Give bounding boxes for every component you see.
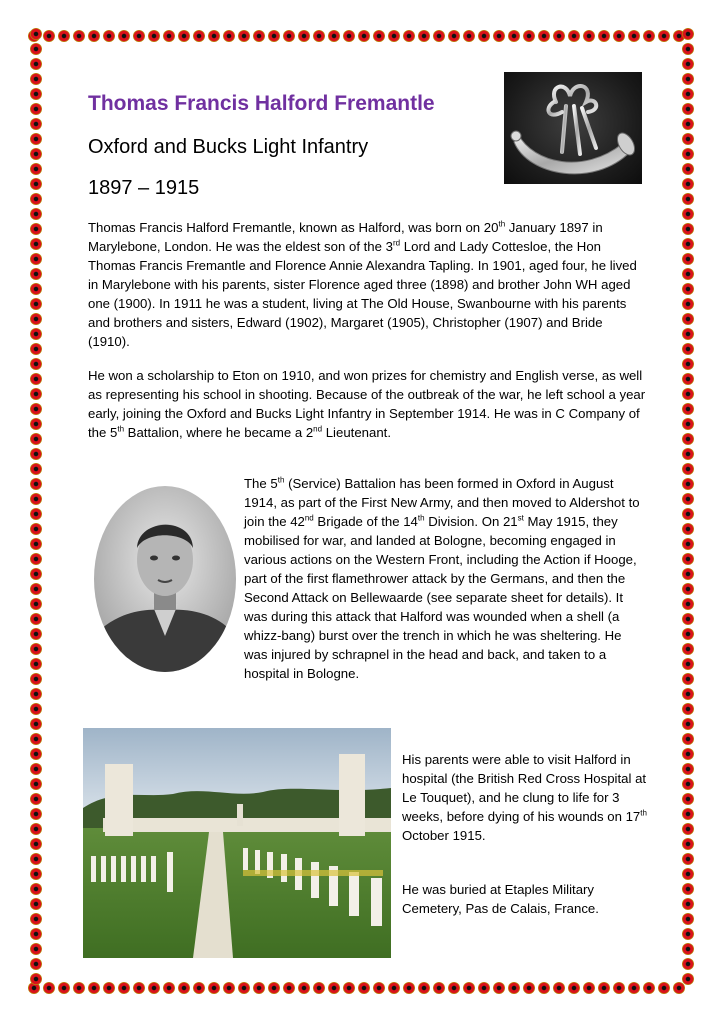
poppy-icon <box>30 283 42 295</box>
poppy-icon <box>682 898 694 910</box>
poppy-icon <box>193 30 205 42</box>
poppy-icon <box>682 748 694 760</box>
poppy-icon <box>30 703 42 715</box>
poppy-icon <box>682 508 694 520</box>
poppy-icon <box>30 823 42 835</box>
poppy-icon <box>682 148 694 160</box>
poppy-icon <box>682 628 694 640</box>
poppy-icon <box>682 943 694 955</box>
poppy-icon <box>433 30 445 42</box>
poppy-icon <box>682 928 694 940</box>
poppy-icon <box>682 403 694 415</box>
poppy-icon <box>682 253 694 265</box>
poppy-icon <box>30 868 42 880</box>
paragraph-battalion: The 5th (Service) Battalion has been formed in Oxford in August 1914, as part of the First New Army, and then moved to Aldershot to join the 42nd Brigade of the 14th Division. On 21st May 1915, they mobilised for war, and landed at Bologne, becoming engaged in various actions on the Western Front, including the Action if Hooge, part of the first flamethrower attack by the Germans, and then the Second Attack on Bellewaarde (see separate sheet for details). It was during this attack that Halford was wounded when a shell (a whizz-bang) burst over the trench in which he was sheltering. He was injured by schrapnel in the head and back, and taken to a hospital in Bologne. <box>244 475 640 681</box>
poppy-icon <box>30 328 42 340</box>
poppy-icon <box>682 763 694 775</box>
poppy-icon <box>403 982 415 994</box>
poppy-icon <box>598 982 610 994</box>
poppy-icon <box>30 613 42 625</box>
poppy-icon <box>238 30 250 42</box>
regiment-subtitle: Oxford and Bucks Light Infantry <box>88 136 369 158</box>
poppy-icon <box>682 973 694 985</box>
poppy-icon <box>30 568 42 580</box>
poppy-icon <box>613 30 625 42</box>
poppy-icon <box>30 133 42 145</box>
poppy-icon <box>682 433 694 445</box>
poppy-icon <box>598 30 610 42</box>
cemetery-photo <box>83 728 391 958</box>
poppy-icon <box>58 30 70 42</box>
poppy-icon <box>133 982 145 994</box>
poppy-icon <box>103 30 115 42</box>
poppy-icon <box>682 118 694 130</box>
poppy-border-top <box>26 26 698 46</box>
poppy-icon <box>148 982 160 994</box>
poppy-icon <box>118 982 130 994</box>
poppy-icon <box>682 28 694 40</box>
poppy-icon <box>73 30 85 42</box>
poppy-icon <box>30 913 42 925</box>
poppy-icon <box>373 30 385 42</box>
poppy-icon <box>193 982 205 994</box>
poppy-icon <box>30 253 42 265</box>
poppy-icon <box>538 982 550 994</box>
poppy-icon <box>253 30 265 42</box>
life-years: 1897 – 1915 <box>88 177 200 199</box>
poppy-icon <box>30 298 42 310</box>
poppy-icon <box>523 30 535 42</box>
page-title: Thomas Francis Halford Fremantle <box>88 92 435 115</box>
poppy-icon <box>682 568 694 580</box>
poppy-icon <box>30 643 42 655</box>
poppy-icon <box>418 982 430 994</box>
poppy-icon <box>30 448 42 460</box>
poppy-icon <box>30 673 42 685</box>
poppy-icon <box>328 982 340 994</box>
poppy-icon <box>403 30 415 42</box>
poppy-icon <box>433 982 445 994</box>
poppy-icon <box>682 238 694 250</box>
poppy-icon <box>30 43 42 55</box>
poppy-icon <box>328 30 340 42</box>
poppy-icon <box>643 30 655 42</box>
poppy-icon <box>682 388 694 400</box>
poppy-icon <box>30 373 42 385</box>
poppy-icon <box>682 493 694 505</box>
poppy-icon <box>313 30 325 42</box>
poppy-icon <box>298 30 310 42</box>
poppy-icon <box>30 403 42 415</box>
poppy-icon <box>682 718 694 730</box>
poppy-icon <box>30 148 42 160</box>
paragraph-education: He won a scholarship to Eton on 1910, and won prizes for chemistry and English verse, as well as representing his school in shooting. Because of the outbreak of the war, he left school a year early, joining the Oxford and Bucks Light Infantry in September 1914. He was in C Company of the 5th Battalion, where he became a 2nd Lieutenant. <box>88 368 646 440</box>
poppy-icon <box>682 133 694 145</box>
poppy-icon <box>30 628 42 640</box>
poppy-icon <box>682 373 694 385</box>
poppy-icon <box>682 703 694 715</box>
poppy-icon <box>553 30 565 42</box>
poppy-icon <box>493 30 505 42</box>
poppy-icon <box>30 688 42 700</box>
poppy-icon <box>448 982 460 994</box>
poppy-icon <box>30 493 42 505</box>
poppy-icon <box>30 223 42 235</box>
poppy-icon <box>268 982 280 994</box>
poppy-icon <box>30 763 42 775</box>
poppy-icon <box>682 418 694 430</box>
poppy-icon <box>30 28 42 40</box>
poppy-icon <box>30 103 42 115</box>
poppy-icon <box>268 30 280 42</box>
poppy-icon <box>30 778 42 790</box>
poppy-icon <box>30 973 42 985</box>
poppy-icon <box>30 208 42 220</box>
poppy-icon <box>343 30 355 42</box>
poppy-icon <box>463 982 475 994</box>
poppy-icon <box>103 982 115 994</box>
poppy-icon <box>30 88 42 100</box>
poppy-icon <box>682 103 694 115</box>
poppy-icon <box>253 982 265 994</box>
poppy-icon <box>30 193 42 205</box>
poppy-icon <box>682 613 694 625</box>
poppy-icon <box>682 313 694 325</box>
poppy-icon <box>643 982 655 994</box>
poppy-icon <box>463 30 475 42</box>
poppy-icon <box>343 982 355 994</box>
poppy-icon <box>30 538 42 550</box>
poppy-icon <box>30 658 42 670</box>
poppy-icon <box>30 943 42 955</box>
poppy-icon <box>493 982 505 994</box>
poppy-icon <box>358 982 370 994</box>
poppy-icon <box>682 463 694 475</box>
poppy-icon <box>283 30 295 42</box>
poppy-icon <box>30 238 42 250</box>
poppy-icon <box>682 688 694 700</box>
poppy-icon <box>682 643 694 655</box>
poppy-icon <box>682 223 694 235</box>
poppy-icon <box>682 598 694 610</box>
poppy-icon <box>583 30 595 42</box>
memorial-page <box>50 50 674 974</box>
poppy-icon <box>682 538 694 550</box>
poppy-icon <box>223 30 235 42</box>
paragraph-hospital: His parents were able to visit Halford in hospital (the British Red Cross Hospital at Le Touquet), and he clung to life for 3 weeks, before dying of his wounds on 17th October 1915. <box>402 752 647 843</box>
poppy-icon <box>223 982 235 994</box>
poppy-icon <box>682 448 694 460</box>
poppy-icon <box>682 883 694 895</box>
poppy-icon <box>682 88 694 100</box>
poppy-icon <box>682 808 694 820</box>
poppy-icon <box>58 982 70 994</box>
poppy-icon <box>88 30 100 42</box>
paragraph-birth: Thomas Francis Halford Fremantle, known as Halford, was born on 20th January 1897 in Marylebone, London. He was the eldest son of the 3rd Lord and Lady Cottesloe, the Hon Thomas Francis Fremantle and Florence Annie Alexandra Tapling. In 1901, aged four, he lived in Marylebone with his parents, sister Florence aged three (1898) and brother John WH aged one (1900). In 1911 he was a student, living at The Old House, Swanbourne with his parents and brothers and sisters, Edward (1902), Margaret (1905), Christopher (1907) and Bride (1910). <box>88 219 637 349</box>
poppy-icon <box>208 30 220 42</box>
poppy-icon <box>30 73 42 85</box>
poppy-icon <box>30 598 42 610</box>
poppy-icon <box>682 793 694 805</box>
poppy-icon <box>30 478 42 490</box>
regimental-badge-image <box>504 72 642 184</box>
poppy-icon <box>682 673 694 685</box>
poppy-icon <box>30 418 42 430</box>
poppy-icon <box>30 388 42 400</box>
poppy-icon <box>568 30 580 42</box>
poppy-icon <box>682 478 694 490</box>
poppy-icon <box>682 58 694 70</box>
poppy-icon <box>682 553 694 565</box>
poppy-icon <box>133 30 145 42</box>
poppy-icon <box>30 313 42 325</box>
poppy-icon <box>373 982 385 994</box>
poppy-icon <box>682 268 694 280</box>
poppy-icon <box>418 30 430 42</box>
poppy-icon <box>553 982 565 994</box>
poppy-icon <box>30 898 42 910</box>
poppy-icon <box>388 30 400 42</box>
poppy-icon <box>478 982 490 994</box>
poppy-icon <box>682 838 694 850</box>
poppy-icon <box>358 30 370 42</box>
poppy-icon <box>30 343 42 355</box>
poppy-icon <box>682 178 694 190</box>
poppy-icon <box>30 268 42 280</box>
poppy-icon <box>178 982 190 994</box>
poppy-icon <box>682 193 694 205</box>
poppy-icon <box>178 30 190 42</box>
poppy-icon <box>88 982 100 994</box>
poppy-icon <box>682 658 694 670</box>
poppy-icon <box>682 958 694 970</box>
poppy-icon <box>628 982 640 994</box>
poppy-icon <box>283 982 295 994</box>
poppy-icon <box>30 853 42 865</box>
bugle-horn-icon <box>504 72 642 184</box>
poppy-icon <box>30 553 42 565</box>
poppy-icon <box>682 823 694 835</box>
poppy-icon <box>238 982 250 994</box>
poppy-icon <box>658 30 670 42</box>
poppy-icon <box>30 523 42 535</box>
poppy-border-left <box>26 26 46 998</box>
poppy-icon <box>583 982 595 994</box>
poppy-icon <box>30 178 42 190</box>
poppy-icon <box>30 748 42 760</box>
poppy-icon <box>682 43 694 55</box>
poppy-icon <box>30 58 42 70</box>
poppy-icon <box>682 298 694 310</box>
poppy-border-right <box>678 26 698 998</box>
poppy-icon <box>30 118 42 130</box>
poppy-icon <box>628 30 640 42</box>
poppy-icon <box>508 982 520 994</box>
poppy-icon <box>682 583 694 595</box>
paragraph-burial: He was buried at Etaples Military Cemetery, Pas de Calais, France. <box>402 882 599 916</box>
poppy-icon <box>682 868 694 880</box>
poppy-icon <box>118 30 130 42</box>
poppy-icon <box>523 982 535 994</box>
poppy-icon <box>682 328 694 340</box>
poppy-icon <box>682 778 694 790</box>
poppy-icon <box>682 343 694 355</box>
poppy-icon <box>508 30 520 42</box>
poppy-icon <box>682 163 694 175</box>
poppy-icon <box>30 808 42 820</box>
poppy-icon <box>682 73 694 85</box>
poppy-icon <box>682 913 694 925</box>
poppy-icon <box>30 358 42 370</box>
poppy-icon <box>30 463 42 475</box>
poppy-icon <box>388 982 400 994</box>
poppy-icon <box>568 982 580 994</box>
poppy-icon <box>298 982 310 994</box>
poppy-icon <box>208 982 220 994</box>
poppy-icon <box>682 853 694 865</box>
poppy-icon <box>163 982 175 994</box>
poppy-icon <box>682 283 694 295</box>
poppy-icon <box>30 508 42 520</box>
poppy-icon <box>682 358 694 370</box>
poppy-icon <box>30 928 42 940</box>
poppy-icon <box>30 883 42 895</box>
poppy-icon <box>30 163 42 175</box>
poppy-icon <box>682 733 694 745</box>
poppy-icon <box>30 583 42 595</box>
poppy-icon <box>613 982 625 994</box>
poppy-icon <box>163 30 175 42</box>
poppy-icon <box>658 982 670 994</box>
poppy-icon <box>448 30 460 42</box>
poppy-border-bottom <box>26 978 698 998</box>
poppy-icon <box>148 30 160 42</box>
poppy-icon <box>478 30 490 42</box>
poppy-icon <box>30 433 42 445</box>
poppy-icon <box>30 793 42 805</box>
poppy-icon <box>538 30 550 42</box>
poppy-icon <box>682 523 694 535</box>
poppy-icon <box>30 733 42 745</box>
poppy-icon <box>73 982 85 994</box>
portrait-photo <box>94 486 236 672</box>
poppy-icon <box>682 208 694 220</box>
poppy-icon <box>30 718 42 730</box>
poppy-icon <box>313 982 325 994</box>
poppy-icon <box>30 958 42 970</box>
poppy-icon <box>30 838 42 850</box>
